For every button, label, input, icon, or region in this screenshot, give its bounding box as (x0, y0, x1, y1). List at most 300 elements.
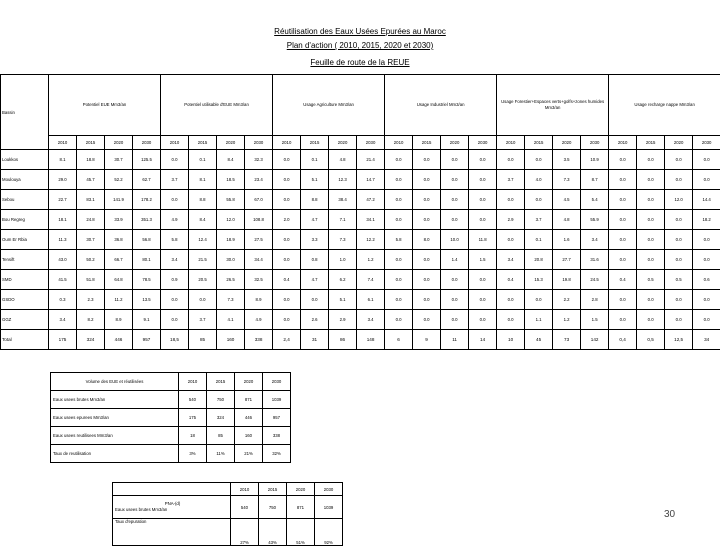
value-cell: 3.7 (161, 170, 189, 190)
table-row (1, 170, 720, 190)
value-cell: 0.0 (637, 210, 665, 230)
value-cell: 20.5 (189, 270, 217, 290)
total-cell: 10 (497, 330, 525, 350)
value-cell: 0.0 (385, 290, 413, 310)
value-cell: 18.9 (217, 230, 245, 250)
value-cell: 8.1 (189, 170, 217, 190)
basin-name: Moulouya (1, 170, 49, 190)
value-cell: 0.8 (301, 250, 329, 270)
value-cell: 32.3 (245, 150, 273, 170)
basin-name: SMD (1, 270, 49, 290)
value-cell: 52.2 (105, 170, 133, 190)
year-header: 2010 (179, 373, 207, 391)
value-cell: 0.0 (273, 150, 301, 170)
value-cell: 0.0 (413, 250, 441, 270)
basin-name: GGZ (1, 310, 49, 330)
value-cell: 871 (287, 496, 315, 519)
value-cell: 0.0 (273, 170, 301, 190)
raw-label: Eaux usees brutes Mm3/an (115, 507, 230, 513)
value-cell: 324 (207, 409, 235, 427)
value-cell: 11.3 (49, 230, 77, 250)
value-cell: 446 (235, 409, 263, 427)
value-cell: 15.3 (525, 270, 553, 290)
value-cell: 50.2 (77, 250, 105, 270)
year-header: 2030 (315, 483, 343, 496)
row-label: Taux de reutilisation (51, 445, 179, 463)
value-cell: 4.9 (161, 210, 189, 230)
value-cell: 0.0 (693, 170, 720, 190)
value-cell: 0.0 (469, 310, 497, 330)
value-cell: 0.0 (693, 250, 720, 270)
value-cell: 3.4 (161, 250, 189, 270)
roadmap-table (0, 74, 720, 350)
value-cell: 540 (231, 496, 259, 519)
value-cell: 2.2 (553, 290, 581, 310)
value-cell: 0.0 (665, 230, 693, 250)
value-cell: 78.5 (133, 270, 161, 290)
value-cell: 6.2 (329, 270, 357, 290)
summary-table (50, 372, 291, 463)
year-header: 2015 (77, 136, 105, 150)
value-cell: 85 (207, 427, 235, 445)
value-cell: 3.7 (189, 310, 217, 330)
value-cell: 0.4 (497, 270, 525, 290)
value-cell: 14.4 (693, 190, 720, 210)
value-cell: 5.8 (385, 230, 413, 250)
value-cell: 8.1 (49, 150, 77, 170)
table-row (1, 210, 720, 230)
group-header: Usage Agriculture Mm3/an (273, 75, 385, 136)
value-cell: 0.0 (413, 270, 441, 290)
value-cell: 64.8 (105, 270, 133, 290)
total-cell: 446 (105, 330, 133, 350)
value-cell: 4.5 (553, 190, 581, 210)
total-cell: 148 (357, 330, 385, 350)
value-cell: 3.4 (581, 230, 609, 250)
year-header: 2030 (693, 136, 720, 150)
year-header: 2030 (581, 136, 609, 150)
total-cell: 0,5 (637, 330, 665, 350)
basin-name: Sebou (1, 190, 49, 210)
value-cell: 18.2 (693, 210, 720, 230)
value-cell: 8.0 (413, 230, 441, 250)
basin-name: Bou Regreg (1, 210, 49, 230)
total-cell: 34 (693, 330, 720, 350)
value-cell: 51.8 (77, 270, 105, 290)
value-cell: 4.8 (553, 210, 581, 230)
value-cell: 0.0 (273, 290, 301, 310)
value-cell: 7.4 (357, 270, 385, 290)
value-cell: 0.1 (189, 150, 217, 170)
value-cell: 2.9 (497, 210, 525, 230)
table-row (51, 445, 291, 463)
value-cell: 24.8 (77, 210, 105, 230)
value-cell: 0.0 (469, 290, 497, 310)
value-cell: 0.0 (441, 170, 469, 190)
value-cell: 0.0 (637, 230, 665, 250)
value-cell: 0.0 (413, 170, 441, 190)
total-cell: 18,5 (161, 330, 189, 350)
value-cell: 8.9 (245, 290, 273, 310)
value-cell: 7.3 (329, 230, 357, 250)
value-cell: 0.0 (469, 190, 497, 210)
value-cell: 12.4 (189, 230, 217, 250)
value-cell: 21.4 (357, 150, 385, 170)
value-cell: 1.0 (329, 250, 357, 270)
value-cell: 1.1 (525, 310, 553, 330)
year-header: 2020 (553, 136, 581, 150)
value-cell: 0.0 (497, 310, 525, 330)
year-header: 2010 (273, 136, 301, 150)
value-cell: 12.0 (217, 210, 245, 230)
value-cell: 22.7 (49, 190, 77, 210)
total-label: Total (1, 330, 49, 350)
value-cell: 0.0 (161, 290, 189, 310)
value-cell: 0.9 (161, 270, 189, 290)
value-cell: 27.7 (553, 250, 581, 270)
value-cell: 30.7 (105, 150, 133, 170)
value-cell: 2.3 (77, 290, 105, 310)
value-cell: 0.0 (273, 310, 301, 330)
value-cell: 750 (259, 496, 287, 519)
year-header: 2020 (235, 373, 263, 391)
value-cell: 0.0 (609, 210, 637, 230)
value-cell: 33.9 (105, 210, 133, 230)
value-cell: 66.7 (105, 250, 133, 270)
value-cell: 351.3 (133, 210, 161, 230)
group-header: Usage recharge nappe Mm3/an (609, 75, 720, 136)
value-cell: 0.0 (637, 290, 665, 310)
table-row (1, 250, 720, 270)
value-cell: 4.1 (217, 310, 245, 330)
table-row (51, 427, 291, 445)
value-cell: 8.4 (189, 210, 217, 230)
value-cell: 0.5 (665, 270, 693, 290)
value-cell: 47.2 (357, 190, 385, 210)
value-cell: 20.8 (525, 250, 553, 270)
value-cell: 8.9 (105, 310, 133, 330)
value-cell: 18.8 (77, 150, 105, 170)
year-header: 2010 (385, 136, 413, 150)
value-cell: 32% (263, 445, 291, 463)
value-cell: 9.1 (133, 310, 161, 330)
table-row (1, 230, 720, 250)
value-cell: 29.0 (49, 170, 77, 190)
table-row (1, 310, 720, 330)
value-cell: 3.4 (497, 250, 525, 270)
pna-label: PNA-(d) (115, 501, 230, 507)
value-cell: 0.0 (609, 230, 637, 250)
value-cell: 0.0 (385, 190, 413, 210)
value-cell: 26.5 (217, 270, 245, 290)
year-header: 2020 (217, 136, 245, 150)
value-cell: 0.0 (469, 150, 497, 170)
total-cell: 31 (301, 330, 329, 350)
value-cell: 0.3 (49, 290, 77, 310)
value-cell: 0.0 (413, 290, 441, 310)
table-row (1, 290, 720, 310)
value-cell: 0.0 (637, 190, 665, 210)
value-cell: 0.0 (637, 170, 665, 190)
value-cell: 0.0 (497, 290, 525, 310)
value-cell: 8.8 (189, 190, 217, 210)
value-cell: 5.1 (301, 170, 329, 190)
total-cell: 160 (217, 330, 245, 350)
summary-header: Volume des EUE et réutilisées (51, 373, 179, 391)
group-header: Usage Industriel Mm3/an (385, 75, 497, 136)
value-cell: 0.0 (273, 190, 301, 210)
year-header: 2020 (665, 136, 693, 150)
value-cell: 0.1 (301, 150, 329, 170)
value-cell: 0.6 (693, 270, 720, 290)
value-cell: 30.0 (217, 250, 245, 270)
year-header: 2030 (357, 136, 385, 150)
value-cell: 0.0 (665, 150, 693, 170)
year-header: 2015 (259, 483, 287, 496)
value-cell: 0.0 (497, 150, 525, 170)
value-cell: 0.0 (441, 310, 469, 330)
value-cell: 0.0 (665, 210, 693, 230)
value-cell: 1039 (263, 391, 291, 409)
value-cell: 0.0 (161, 190, 189, 210)
value-cell: 8.7 (581, 170, 609, 190)
value-cell: 34.4 (245, 250, 273, 270)
value-cell: 5.1 (329, 290, 357, 310)
value-cell: 0.0 (497, 190, 525, 210)
value-cell: 0.0 (385, 150, 413, 170)
value-cell: 1.6 (553, 230, 581, 250)
year-header: 2015 (301, 136, 329, 150)
value-cell: 55.8 (217, 190, 245, 210)
value-cell: 8.4 (217, 150, 245, 170)
row-label: Eaux usees epurees Mm3/an (51, 409, 179, 427)
value-cell: 5.8 (161, 230, 189, 250)
value-cell: 18 (179, 427, 207, 445)
value-cell: 0.0 (301, 290, 329, 310)
total-cell: 175 (49, 330, 77, 350)
value-cell: 4.7 (301, 210, 329, 230)
value-cell: 62.7 (133, 170, 161, 190)
value-cell: 8.2 (77, 310, 105, 330)
value-cell: 0.0 (665, 170, 693, 190)
value-cell: 0.0 (693, 150, 720, 170)
year-header: 2015 (413, 136, 441, 150)
value-cell: 0.1 (525, 230, 553, 250)
group-header: Potentiel EUE Mm3/an (49, 75, 161, 136)
year-header: 2030 (245, 136, 273, 150)
basin-name: Tensift (1, 250, 49, 270)
value-cell: 8.8 (301, 190, 329, 210)
value-cell: 5.4 (581, 190, 609, 210)
value-cell: 0.0 (525, 190, 553, 210)
value-cell: 12.3 (329, 170, 357, 190)
value-cell: 0.0 (413, 210, 441, 230)
value-cell: 11.2 (105, 290, 133, 310)
value-cell: 2.8 (581, 290, 609, 310)
empty-cell (113, 483, 231, 496)
value-cell: 4.0 (525, 170, 553, 190)
value-cell: 0.0 (637, 150, 665, 170)
value-cell: 4.9 (245, 310, 273, 330)
value-cell: 27.5 (245, 230, 273, 250)
value-cell: 0.0 (637, 250, 665, 270)
group-header: Potentiel utilisable d'EUE Mm3/an (161, 75, 273, 136)
value-cell: 0.0 (441, 190, 469, 210)
value-cell: 10.9 (581, 150, 609, 170)
year-header: 2030 (133, 136, 161, 150)
value-cell: 160 (235, 427, 263, 445)
value-cell: 1.2 (553, 310, 581, 330)
total-cell: 73 (553, 330, 581, 350)
value-cell: 6.1 (357, 290, 385, 310)
value-cell: 32.5 (245, 270, 273, 290)
year-header: 2010 (49, 136, 77, 150)
value-cell: 0.4 (609, 270, 637, 290)
value-cell: 3.4 (49, 310, 77, 330)
table-row (1, 190, 720, 210)
year-header: 2020 (329, 136, 357, 150)
year-header: 2015 (189, 136, 217, 150)
value-cell: 13.5 (133, 290, 161, 310)
table-row (51, 409, 291, 427)
value-cell: 41.5 (49, 270, 77, 290)
basin-name: GSDO (1, 290, 49, 310)
value-cell: 38.4 (329, 190, 357, 210)
value-cell: 43% (259, 519, 287, 546)
value-cell: 0.0 (413, 310, 441, 330)
value-cell: 0.0 (665, 290, 693, 310)
value-cell: 0.0 (413, 190, 441, 210)
value-cell: 178.2 (133, 190, 161, 210)
total-cell: 338 (245, 330, 273, 350)
value-cell: 7.3 (217, 290, 245, 310)
total-cell: 2,4 (273, 330, 301, 350)
total-cell: 11 (441, 330, 469, 350)
value-cell: 51% (287, 519, 315, 546)
basin-name: Loukkos (1, 150, 49, 170)
value-cell: 0.0 (189, 290, 217, 310)
total-cell: 142 (581, 330, 609, 350)
total-cell: 957 (133, 330, 161, 350)
year-header: 2010 (231, 483, 259, 496)
year-header: 2020 (441, 136, 469, 150)
year-header: 2030 (469, 136, 497, 150)
value-cell: 21% (235, 445, 263, 463)
value-cell: 56.8 (133, 230, 161, 250)
value-cell: 0.0 (385, 270, 413, 290)
row-label: Taux d'epuration (113, 519, 231, 546)
year-header: 2010 (161, 136, 189, 150)
value-cell: 34.1 (357, 210, 385, 230)
value-cell: 0.5 (637, 270, 665, 290)
value-cell: 2.6 (301, 310, 329, 330)
value-cell: 0.0 (609, 310, 637, 330)
value-cell: 0.0 (609, 290, 637, 310)
value-cell: 108.8 (245, 210, 273, 230)
total-cell: 9 (413, 330, 441, 350)
value-cell: 21.5 (189, 250, 217, 270)
value-cell: 0.0 (609, 190, 637, 210)
value-cell: 0.0 (441, 290, 469, 310)
value-cell: 1.5 (469, 250, 497, 270)
value-cell: 141.9 (105, 190, 133, 210)
table-row (1, 270, 720, 290)
value-cell: 0.0 (609, 170, 637, 190)
value-cell: 0.4 (273, 270, 301, 290)
value-cell: 18.1 (49, 210, 77, 230)
value-cell: 0.0 (441, 150, 469, 170)
value-cell: 18.5 (217, 170, 245, 190)
value-cell: 11.8 (469, 230, 497, 250)
value-cell: 36.8 (105, 230, 133, 250)
value-cell: 0.0 (609, 150, 637, 170)
value-cell: 0.0 (385, 170, 413, 190)
value-cell: 957 (263, 409, 291, 427)
value-cell: 31.6 (581, 250, 609, 270)
total-cell: 0,4 (609, 330, 637, 350)
value-cell: 83.1 (77, 190, 105, 210)
value-cell: 3.7 (525, 210, 553, 230)
doc-title: Réutilisation des Eaux Usées Epurées au Maroc (0, 27, 720, 36)
value-cell: 3.3 (301, 230, 329, 250)
year-header: 2030 (263, 373, 291, 391)
year-header: 2010 (609, 136, 637, 150)
value-cell: 0.0 (609, 250, 637, 270)
year-header: 2015 (637, 136, 665, 150)
value-cell: 0.0 (273, 250, 301, 270)
row-label: Eaux usees reutilisees Mm3/an (51, 427, 179, 445)
value-cell: 1.5 (581, 310, 609, 330)
value-cell: 92% (315, 519, 343, 546)
value-cell: 3.7 (497, 170, 525, 190)
value-cell: 0.0 (385, 210, 413, 230)
total-cell: 85 (189, 330, 217, 350)
value-cell: 67.0 (245, 190, 273, 210)
treatment-table (112, 482, 343, 546)
bassin-header: Bassin (1, 75, 49, 150)
value-cell: 7.3 (553, 170, 581, 190)
doc-section-title: Feuille de route de la REUE (0, 58, 720, 67)
total-cell: 324 (77, 330, 105, 350)
value-cell: 4.7 (301, 270, 329, 290)
value-cell: 3.5 (553, 150, 581, 170)
value-cell: 3.4 (357, 310, 385, 330)
value-cell: 0.0 (469, 270, 497, 290)
table-row (51, 391, 291, 409)
value-cell: 0.0 (525, 150, 553, 170)
total-cell: 14 (469, 330, 497, 350)
value-cell: 0.0 (665, 310, 693, 330)
value-cell: 175 (179, 409, 207, 427)
value-cell: 0.0 (385, 250, 413, 270)
value-cell: 12.0 (665, 190, 693, 210)
row-label: Eaux usees brutes Mm3/an (51, 391, 179, 409)
value-cell: 871 (235, 391, 263, 409)
value-cell: 0.0 (693, 310, 720, 330)
value-cell: 0.0 (161, 310, 189, 330)
total-cell: 12,5 (665, 330, 693, 350)
value-cell: 540 (179, 391, 207, 409)
year-header: 2020 (105, 136, 133, 150)
total-cell: 86 (329, 330, 357, 350)
value-cell: 4.8 (329, 150, 357, 170)
value-cell: 1039 (315, 496, 343, 519)
value-cell: 2.9 (329, 310, 357, 330)
basin-name: Oum Er Rbia (1, 230, 49, 250)
table-row (1, 150, 720, 170)
value-cell: 12.2 (357, 230, 385, 250)
year-header: 2015 (207, 373, 235, 391)
